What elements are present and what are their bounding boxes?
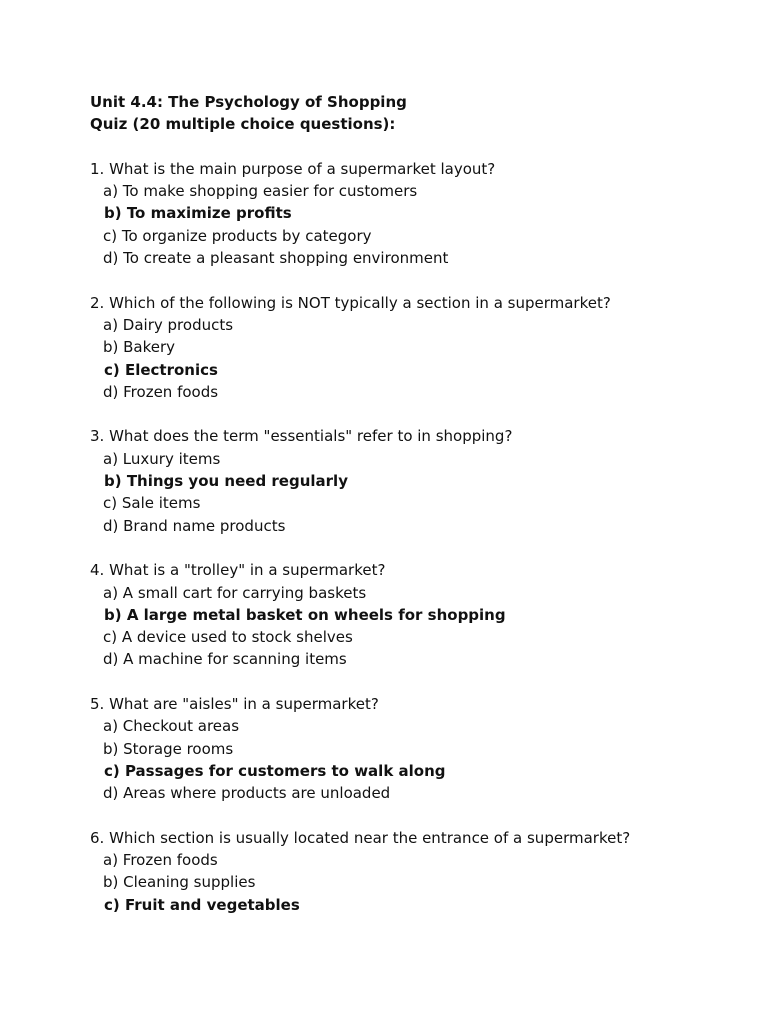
answer-option: a) Checkout areas bbox=[103, 717, 240, 736]
answer-option: b) Cleaning supplies bbox=[103, 873, 256, 892]
answer-option: a) Frozen foods bbox=[103, 851, 218, 870]
answer-option: b) Bakery bbox=[103, 338, 176, 357]
question-list bbox=[90, 158, 730, 916]
answer-option: d) Areas where products are unloaded bbox=[103, 784, 391, 803]
question-4 bbox=[90, 559, 730, 670]
question-1 bbox=[90, 158, 730, 269]
quiz-subtitle: Quiz (20 multiple choice questions): bbox=[90, 115, 396, 134]
quiz-document bbox=[90, 91, 730, 916]
question-text: 1. What is the main purpose of a supermarket layout? bbox=[90, 159, 496, 178]
question-text: 5. What are "aisles" in a supermarket? bbox=[90, 695, 379, 714]
question-text: 2. Which of the following is NOT typically a section in a supermarket? bbox=[90, 293, 611, 312]
answer-option: a) A small cart for carrying baskets bbox=[103, 583, 367, 602]
question-text: 6. Which section is usually located near the entrance of a supermarket? bbox=[90, 828, 631, 847]
question-text: 3. What does the term "essentials" refer to in shopping? bbox=[90, 427, 513, 446]
answer-option: c) To organize products by category bbox=[103, 226, 372, 245]
answer-option-correct: c) Fruit and vegetables bbox=[104, 895, 300, 914]
answer-option-correct: c) Passages for customers to walk along bbox=[104, 761, 446, 780]
answer-option-correct: b) A large metal basket on wheels for shopping bbox=[104, 605, 506, 624]
answer-option: a) Luxury items bbox=[103, 449, 221, 468]
answer-option: b) Storage rooms bbox=[103, 739, 234, 758]
question-5 bbox=[90, 693, 730, 804]
answer-option: c) A device used to stock shelves bbox=[103, 628, 353, 647]
question-2 bbox=[90, 292, 730, 403]
answer-option-correct: b) Things you need regularly bbox=[104, 472, 348, 491]
answer-option: d) Brand name products bbox=[103, 516, 286, 535]
answer-option: d) Frozen foods bbox=[103, 382, 219, 401]
question-text: 4. What is a "trolley" in a supermarket? bbox=[90, 561, 386, 580]
answer-option: d) To create a pleasant shopping environment bbox=[103, 249, 449, 268]
answer-option-correct: c) Electronics bbox=[104, 360, 218, 379]
answer-option: d) A machine for scanning items bbox=[103, 650, 347, 669]
answer-option-correct: b) To maximize profits bbox=[104, 204, 292, 223]
answer-option: c) Sale items bbox=[103, 494, 201, 513]
question-6 bbox=[90, 827, 730, 916]
document-title: Unit 4.4: The Psychology of Shopping bbox=[90, 93, 407, 111]
answer-option: a) To make shopping easier for customers bbox=[103, 182, 418, 201]
question-3 bbox=[90, 425, 730, 536]
answer-option: a) Dairy products bbox=[103, 315, 234, 334]
